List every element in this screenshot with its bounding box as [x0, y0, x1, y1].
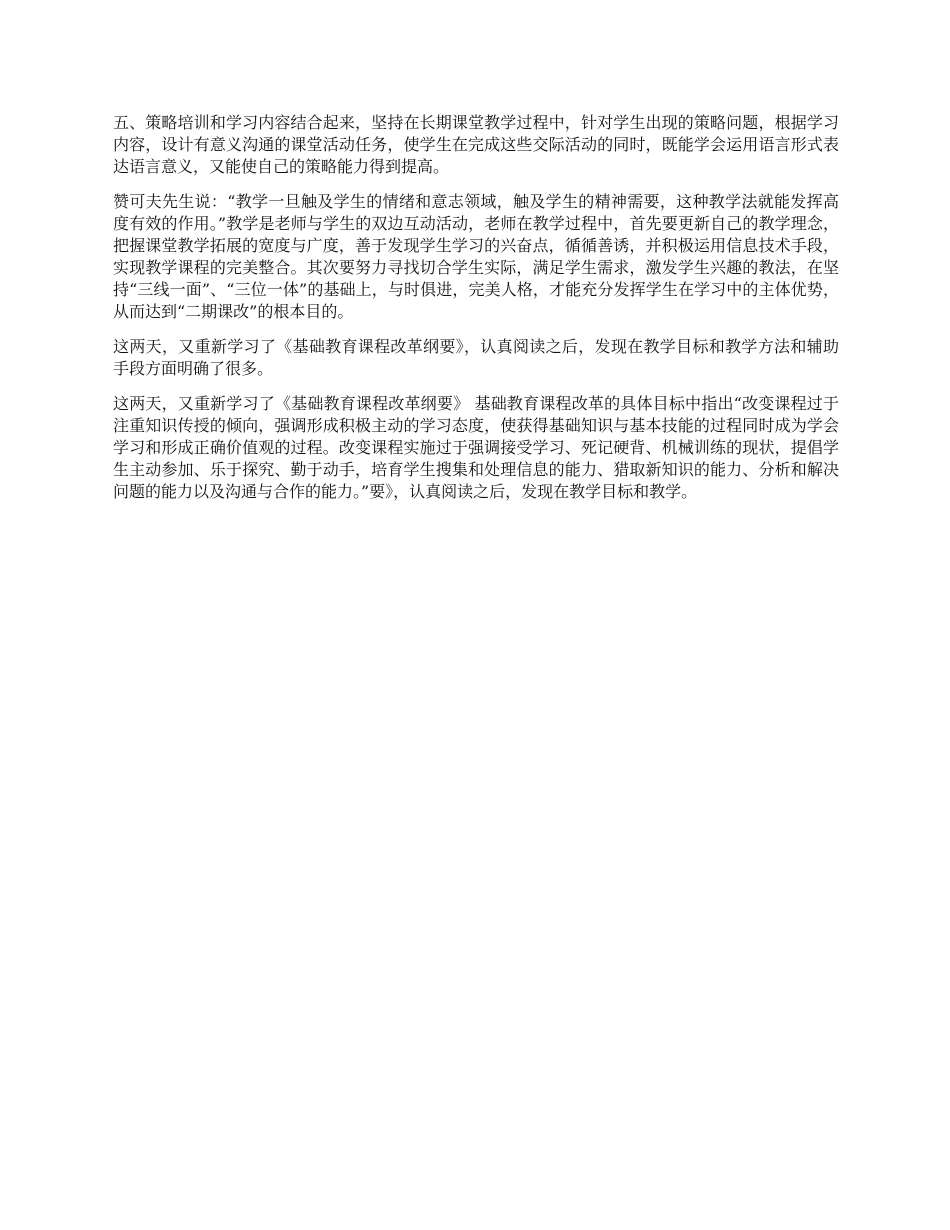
paragraph-2: 赞可夫先生说：“教学一旦触及学生的情绪和意志领域，触及学生的精神需要，这种教学法就能发挥高度有效的作用。”教学是老师与学生的双边互动活动，老师在教学过程中，首先要更新自己的教学理念，把握课堂教学拓展的宽度与广度，善于发现学生学习的兴奋点，循循善诱，并积极运用信息技术手段，实现教学课程的完美整合。其次要努力寻找切合学生实际，满足学生需求，激发学生兴趣的教法，在坚持“三线一面”、“三位一体”的基础上，与时俱进，完美人格，才能充分发挥学生在学习中的主体优势，从而达到“二期课改”的根本目的。 — [113, 192, 839, 321]
paragraph-4: 这两天，又重新学习了《基础教育课程改革纲要》 基础教育课程改革的具体目标中指出“改变课程过于注重知识传授的倾向，强调形成积极主动的学习态度，使获得基础知识与基本技能的过程同时成为学会学习和形成正确价值观的过程。改变课程实施过于强调接受学习、死记硬背、机械训练的现状，提倡学生主动参加、乐于探究、勤于动手，培育学生搜集和处理信息的能力、猎取新知识的能力、分析和解决问题的能力以及沟通与合作的能力。”要》，认真阅读之后，发现在教学目标和教学。 — [113, 394, 839, 501]
paragraph-3: 这两天，又重新学习了《基础教育课程改革纲要》，认真阅读之后，发现在教学目标和教学方法和辅助手段方面明确了很多。 — [113, 337, 839, 378]
document-body — [113, 112, 839, 516]
paragraph-1: 五、策略培训和学习内容结合起来，坚持在长期课堂教学过程中，针对学生出现的策略问题，根据学习内容，设计有意义沟通的课堂活动任务，使学生在完成这些交际活动的同时，既能学会运用语言形式表达语言意义，又能使自己的策略能力得到提高。 — [113, 113, 839, 176]
